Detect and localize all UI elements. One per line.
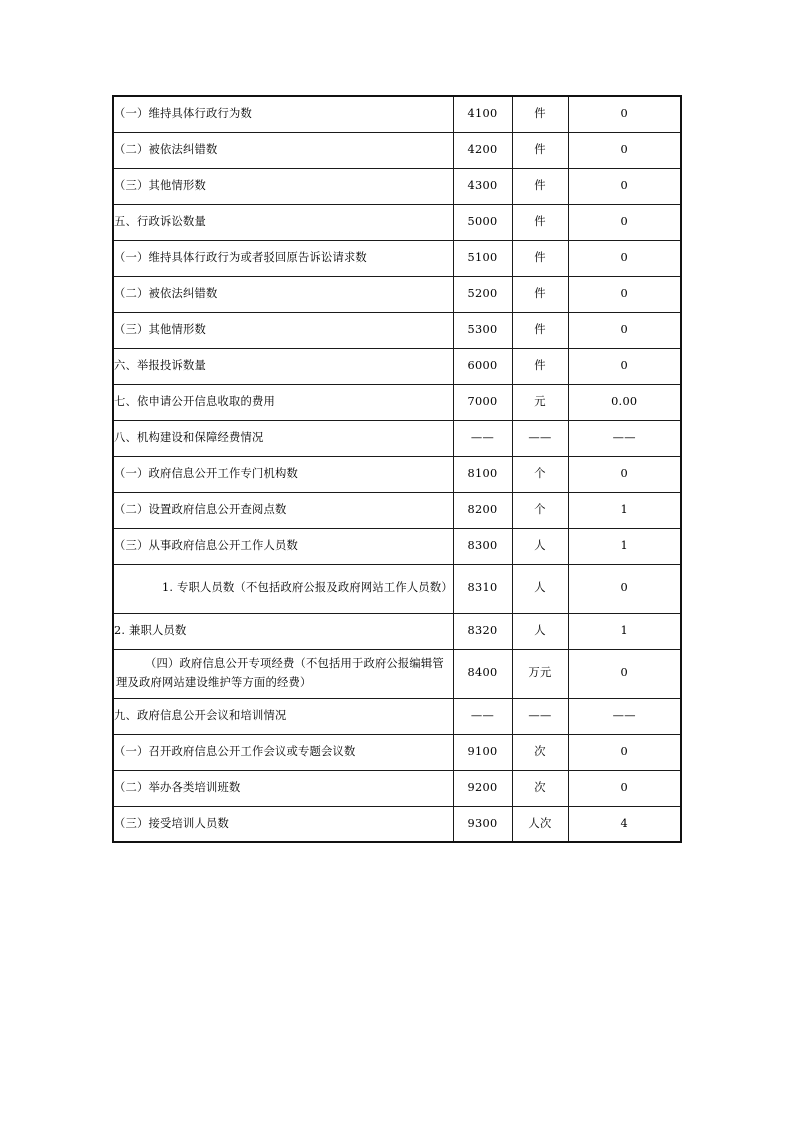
table-cell-unit: 件 (512, 132, 568, 168)
table-cell-code: 8200 (453, 492, 512, 528)
table-cell-value: 0 (568, 770, 681, 806)
table-cell-item: （二）举办各类培训班数 (113, 770, 453, 806)
table-cell-unit: 万元 (512, 649, 568, 698)
table-row (113, 698, 681, 734)
table-row (113, 168, 681, 204)
table-cell-unit: 人 (512, 613, 568, 649)
table-cell-value: 0 (568, 96, 681, 132)
table-cell-item: （二）设置政府信息公开查阅点数 (113, 492, 453, 528)
table-cell-code: 8320 (453, 613, 512, 649)
table-cell-value: —— (568, 698, 681, 734)
table-cell-code: 8300 (453, 528, 512, 564)
table-cell-code: 6000 (453, 348, 512, 384)
table-cell-item: （三）从事政府信息公开工作人员数 (113, 528, 453, 564)
table-cell-unit: 人 (512, 528, 568, 564)
table-cell-unit: —— (512, 420, 568, 456)
item-text: （四）政府信息公开专项经费（不包括用于政府公报编辑管理及政府网站建设维护等方面的经费） (116, 657, 444, 689)
table-cell-unit: 件 (512, 276, 568, 312)
table-cell-item: 六、举报投诉数量 (113, 348, 453, 384)
table-cell-item: （二）被依法纠错数 (113, 132, 453, 168)
table-cell-item: （三）其他情形数 (113, 168, 453, 204)
table-cell-item: 2. 兼职人员数 (113, 613, 453, 649)
table-cell-code: —— (453, 698, 512, 734)
table-cell-code: 8310 (453, 564, 512, 613)
table-cell-code: 9300 (453, 806, 512, 842)
table-cell-value: 0 (568, 204, 681, 240)
table-cell-unit: 件 (512, 312, 568, 348)
table-cell-code: —— (453, 420, 512, 456)
table-row (113, 348, 681, 384)
table-cell-unit: 人次 (512, 806, 568, 842)
table-cell-value: 0 (568, 348, 681, 384)
table-row (113, 240, 681, 276)
table-cell-value: 0 (568, 564, 681, 613)
table-cell-value: —— (568, 420, 681, 456)
table-row (113, 564, 681, 613)
table-cell-value: 0 (568, 734, 681, 770)
table-cell-code: 5000 (453, 204, 512, 240)
table-row (113, 204, 681, 240)
table-cell-code: 5300 (453, 312, 512, 348)
table-cell-value: 0 (568, 649, 681, 698)
table-cell-code: 4200 (453, 132, 512, 168)
table-cell-code: 7000 (453, 384, 512, 420)
table-cell-code: 4100 (453, 96, 512, 132)
table-cell-code: 4300 (453, 168, 512, 204)
table-row (113, 384, 681, 420)
table-cell-unit: 次 (512, 734, 568, 770)
table-row (113, 312, 681, 348)
table-cell-value: 0 (568, 456, 681, 492)
table-cell-code: 5100 (453, 240, 512, 276)
table-row (113, 276, 681, 312)
table-cell-unit: 个 (512, 492, 568, 528)
table-cell-item: （三）接受培训人员数 (113, 806, 453, 842)
table-cell-value: 0 (568, 168, 681, 204)
table-cell-item: （一）召开政府信息公开工作会议或专题会议数 (113, 734, 453, 770)
table-cell-unit: 件 (512, 96, 568, 132)
table-cell-unit: 件 (512, 204, 568, 240)
table-cell-item: 八、机构建设和保障经费情况 (113, 420, 453, 456)
table-row (113, 734, 681, 770)
table-cell-item: （一）维持具体行政行为或者驳回原告诉讼请求数 (113, 240, 453, 276)
table-cell-value: 0.00 (568, 384, 681, 420)
table-cell-value: 0 (568, 312, 681, 348)
table-cell-item: 五、行政诉讼数量 (113, 204, 453, 240)
table-cell-item: （一）政府信息公开工作专门机构数 (113, 456, 453, 492)
table-row (113, 770, 681, 806)
table-cell-unit: 人 (512, 564, 568, 613)
table-cell-item: （一）维持具体行政行为数 (113, 96, 453, 132)
table-cell-value: 0 (568, 132, 681, 168)
table-cell-code: 5200 (453, 276, 512, 312)
table-cell-value: 1 (568, 492, 681, 528)
table-cell-unit: 个 (512, 456, 568, 492)
statistics-table-container (112, 95, 680, 843)
table-cell-unit: 件 (512, 348, 568, 384)
table-cell-item: 九、政府信息公开会议和培训情况 (113, 698, 453, 734)
table-row (113, 456, 681, 492)
table-cell-value: 1 (568, 528, 681, 564)
table-cell-item: （二）被依法纠错数 (113, 276, 453, 312)
table-cell-value: 1 (568, 613, 681, 649)
table-cell-item: 七、依申请公开信息收取的费用 (113, 384, 453, 420)
item-text: 1. 专职人员数（不包括政府公报及政府网站工作人员数） (162, 581, 453, 595)
table-cell-value: 0 (568, 276, 681, 312)
table-row (113, 528, 681, 564)
table-cell-unit: —— (512, 698, 568, 734)
table-cell-code: 9100 (453, 734, 512, 770)
table-cell-item: （三）其他情形数 (113, 312, 453, 348)
table-cell-item (113, 564, 453, 613)
table-row (113, 613, 681, 649)
table-cell-value: 0 (568, 240, 681, 276)
table-row (113, 649, 681, 698)
table-cell-item (113, 649, 453, 698)
table-cell-unit: 次 (512, 770, 568, 806)
table-cell-code: 8100 (453, 456, 512, 492)
table-cell-value: 4 (568, 806, 681, 842)
table-row (113, 132, 681, 168)
table-row (113, 492, 681, 528)
statistics-table (112, 95, 682, 843)
table-cell-unit: 元 (512, 384, 568, 420)
table-cell-unit: 件 (512, 240, 568, 276)
table-cell-code: 9200 (453, 770, 512, 806)
table-row (113, 420, 681, 456)
table-row (113, 96, 681, 132)
table-cell-code: 8400 (453, 649, 512, 698)
table-body (113, 96, 681, 842)
table-row (113, 806, 681, 842)
table-cell-unit: 件 (512, 168, 568, 204)
